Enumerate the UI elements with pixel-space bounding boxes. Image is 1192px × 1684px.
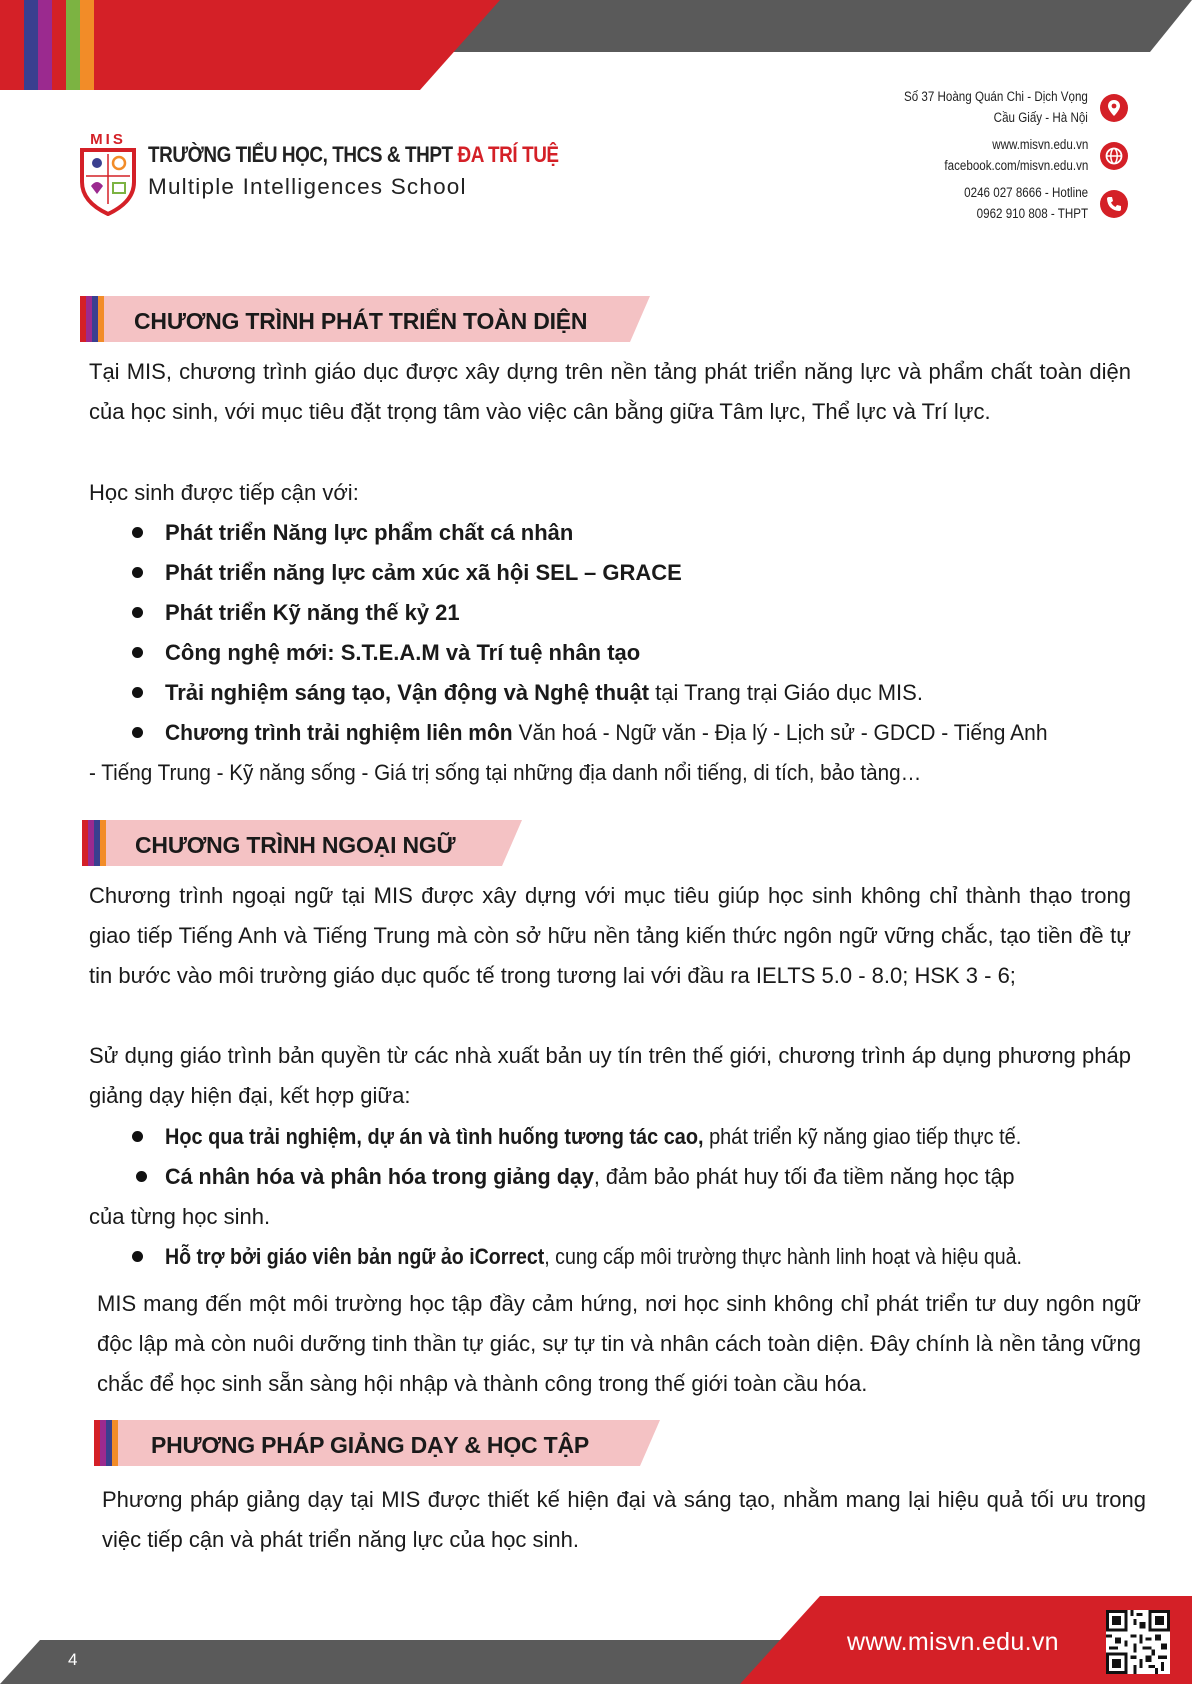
list-item-continuation [89, 753, 975, 793]
bullet-bold: Cá nhân hóa và phân hóa trong giảng dạy [165, 1164, 594, 1189]
address-line-2: Cầu Giấy - Hà Nội [993, 110, 1088, 125]
list-item [165, 1117, 1111, 1157]
list-item [165, 513, 573, 553]
bullet-continuation-text: của từng học sinh. [89, 1204, 271, 1229]
header-website-link[interactable]: www.misvn.edu.vn [991, 137, 1088, 152]
section1-intro: Tại MIS, chương trình giáo dục được xây dựng trên nền tảng phát triển năng lực và phẩm chất toàn diện của học sinh, với mục tiêu đặt trọng tâm vào việc cân bằng giữa Tâm lực, Thể lực và Trí lực. [89, 359, 1131, 424]
web-block [921, 134, 1088, 176]
header-facebook-link[interactable]: facebook.com/misvn.edu.vn [944, 158, 1088, 173]
school-name-prefix: TRƯỜNG TIỂU HỌC, THCS & THPT [148, 142, 458, 167]
address-line-1: Số 37 Hoàng Quán Chi - Dịch Vọng [904, 89, 1088, 104]
bullet-dot [132, 727, 143, 738]
bullet-dot [132, 1131, 143, 1142]
bullet-continuation-text: - Tiếng Trung - Kỹ năng sống - Giá trị sống tại những địa danh nổi tiếng, di tích, bảo tàng… [89, 760, 922, 785]
list-item [165, 593, 460, 633]
bullet-dot [136, 1171, 147, 1182]
top-banner [0, 0, 1192, 90]
svg-text:MIS: MIS [90, 131, 126, 148]
list-item [165, 553, 682, 593]
footer-website-link[interactable]: www.misvn.edu.vn [847, 1628, 1059, 1656]
bullet-dot [132, 647, 143, 658]
section-heading-methodology [94, 1420, 660, 1466]
school-subtitle: Multiple Intelligences School [148, 174, 467, 199]
school-name-highlight: ĐA TRÍ TUỆ [457, 142, 559, 167]
bullet-dot [132, 1251, 143, 1262]
school-logo [78, 130, 138, 216]
thpt-phone-number: 0962 910 808 - THPT [976, 206, 1088, 221]
list-item [165, 633, 640, 673]
bullet-bold: Phát triển Năng lực phẩm chất cá nhân [165, 520, 574, 545]
section-title: PHƯƠNG PHÁP GIẢNG DẠY & HỌC TẬP [151, 1432, 590, 1458]
bullet-dot [132, 567, 143, 578]
phone-icon [1100, 190, 1128, 218]
bullet-bold: Chương trình trải nghiệm liên môn [165, 720, 513, 745]
section-title: CHƯƠNG TRÌNH PHÁT TRIỂN TOÀN DIỆN [134, 308, 588, 334]
section-title: CHƯƠNG TRÌNH NGOẠI NGỮ [135, 832, 456, 858]
list-item [165, 1157, 1032, 1197]
section2-closing: MIS mang đến một môi trường học tập đầy cảm hứng, nơi học sinh không chỉ phát triển tư duy ngôn ngữ độc lập mà còn nuôi dưỡng tinh thần tự giác, sự tự tin và nhân cách toàn diện. Đây chính là nền tảng vững chắc để học sinh sẵn sàng hội nhập và thành công trong thế giới toàn cầu hóa. [97, 1291, 1141, 1396]
list-item [165, 1237, 1128, 1277]
bullet-rest: , cung cấp môi trường thực hành linh hoạt và hiệu quả. [544, 1244, 1023, 1269]
location-icon [1100, 94, 1128, 122]
bullet-bold: Công nghệ mới: S.T.E.A.M và Trí tuệ nhân tạo [165, 640, 641, 665]
bullet-bold: Học qua trải nghiệm, dự án và tình huống tương tác cao, [165, 1124, 704, 1149]
section1-lead: Học sinh được tiếp cận với: [89, 480, 359, 505]
page-number: 4 [68, 1650, 78, 1669]
section-heading-comprehensive [80, 296, 650, 342]
list-item-continuation [89, 1197, 270, 1237]
section-heading-languages [82, 820, 522, 866]
bullet-dot [132, 607, 143, 618]
bullet-bold: Phát triển năng lực cảm xúc xã hội SEL – GRACE [165, 560, 682, 585]
bullet-rest: phát triển kỹ năng giao tiếp thực tế. [703, 1124, 1022, 1149]
bullet-bold: Trải nghiệm sáng tạo, Vận động và Nghệ thuật [165, 680, 650, 705]
section3-intro: Phương pháp giảng dạy tại MIS được thiết kế hiện đại và sáng tạo, nhằm mang lại hiệu quả tối ưu trong việc tiếp cận và phát triển năng lực của học sinh. [102, 1487, 1146, 1552]
bullet-dot [132, 687, 143, 698]
globe-icon [1100, 142, 1128, 170]
bullet-bold: Hỗ trợ bởi giáo viên bản ngữ ảo iCorrect [165, 1244, 545, 1269]
section2-intro: Chương trình ngoại ngữ tại MIS được xây dựng với mục tiêu giúp học sinh không chỉ thành thạo trong giao tiếp Tiếng Anh và Tiếng Trung mà còn sở hữu nền tảng kiến thức ngôn ngữ vững chắc, tạo tiền đề tự tin bước vào môi trường giáo dục quốc tế trong tương lai với đầu ra IELTS 5.0 - 8.0; HSK 3 - 6; [89, 883, 1131, 988]
list-item [165, 673, 923, 713]
qr-code-icon [1106, 1610, 1170, 1674]
hotline-number: 0246 027 8666 - Hotline [964, 185, 1088, 200]
bullet-rest: , đảm bảo phát huy tối đa tiềm năng học tập [593, 1164, 1015, 1189]
bullet-dot [132, 527, 143, 538]
school-identity [148, 142, 625, 200]
school-name [148, 142, 559, 168]
bullet-rest: Văn hoá - Ngữ văn - Địa lý - Lịch sử - GDCD - Tiếng Anh [512, 720, 1048, 745]
section2-lead: Sử dụng giáo trình bản quyền từ các nhà xuất bản uy tín trên thế giới, chương trình áp dụng phương pháp giảng dạy hiện đại, kết hợp giữa: [89, 1043, 1131, 1108]
phone-block [944, 182, 1088, 224]
list-item [165, 713, 1089, 753]
bullet-rest: tại Trang trại Giáo dục MIS. [649, 680, 923, 705]
address-block [874, 86, 1088, 128]
bullet-bold: Phát triển Kỹ năng thế kỷ 21 [165, 600, 460, 625]
